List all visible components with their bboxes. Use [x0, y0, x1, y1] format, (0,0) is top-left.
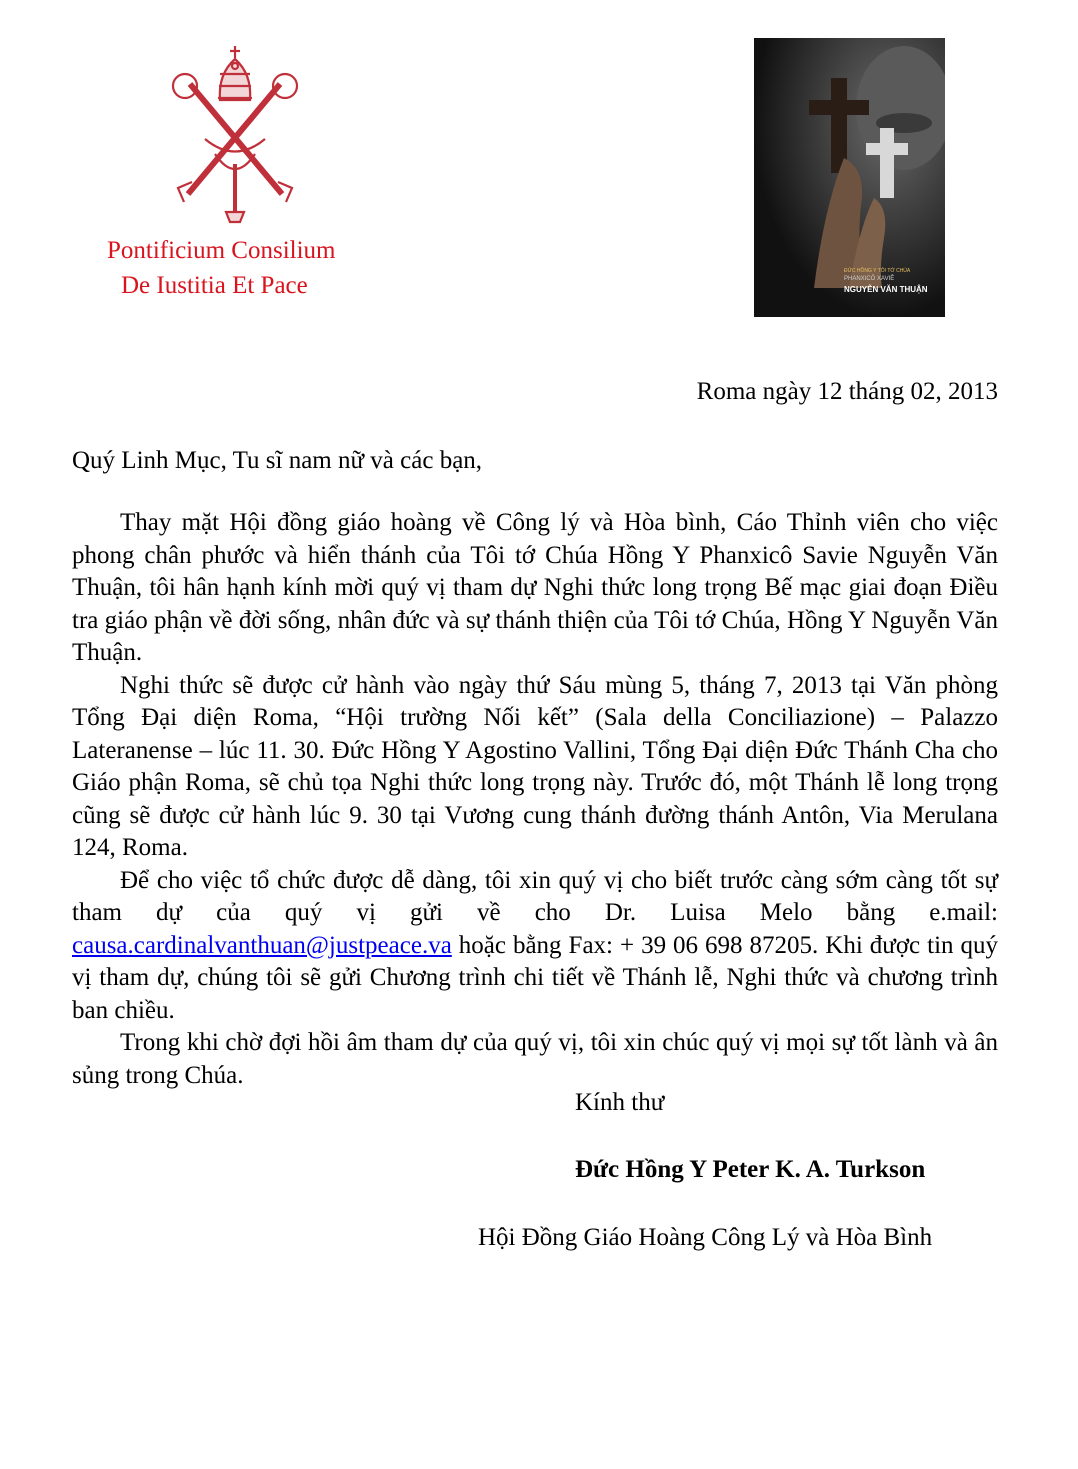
- papal-emblem-icon: [160, 44, 310, 224]
- paragraph-3: [72, 865, 998, 1028]
- letter-closing: Kính thư: [575, 1089, 665, 1116]
- paragraph-2: Nghi thức sẽ được cử hành vào ngày thứ Sáu mùng 5, tháng 7, 2013 tại Văn phòng Tổng Đại diện Roma, “Hội trường Nối kết” (Sala della Conciliazione) – Palazzo Lateranense – lúc 11. 30. Đức Hồng Y Agostino Vallini, Tổng Đại diện Đức Thánh Cha cho Giáo phận Roma, sẽ chủ tọa Nghi thức long trọng này. Trước đó, một Thánh lễ long trọng cũng sẽ được cử hành lúc 9. 30 tại Vương cung thánh đường thánh Antôn, Via Merulana 124, Roma.: [72, 671, 998, 861]
- email-link[interactable]: causa.cardinalvanthuan@justpeace.va: [72, 931, 452, 959]
- cover-title-line3: NGUYỄN VĂN THUẬN: [844, 285, 928, 294]
- letter-salutation: Quý Linh Mục, Tu sĩ nam nữ và các bạn,: [72, 447, 483, 474]
- signer-organization: Hội Đồng Giáo Hoàng Công Lý và Hòa Bình: [478, 1224, 933, 1251]
- letter-body: [72, 507, 998, 1092]
- paragraph-3-text-after: hoặc bằng Fax: + 39 06 698 87205. Khi được tin quý vị tham dự, chúng tôi sẽ gửi Chương trình chi tiết về Thánh lễ, Nghi thức và chương trình ban chiều.: [72, 931, 998, 1024]
- org-name-line2: De Iustitia Et Pace: [121, 272, 308, 299]
- paragraph-3-text-before: Để cho việc tổ chức được dễ dàng, tôi xin quý vị cho biết trước càng sớm càng tốt sự tham dự của quý vị gửi về cho Dr. Luisa Melo bằng e.mail:: [72, 866, 998, 926]
- cover-title-line1: ĐỨC HỒNG Y TÔI TỚ CHÚA: [844, 268, 911, 274]
- signer-name: Đức Hồng Y Peter K. A. Turkson: [575, 1156, 926, 1183]
- letter-date: Roma ngày 12 tháng 02, 2013: [696, 378, 998, 405]
- paragraph-4: Trong khi chờ đợi hồi âm tham dự của quý vị, tôi xin chúc quý vị mọi sự tốt lành và ân sủng trong Chúa.: [72, 1029, 998, 1089]
- paragraph-1: Thay mặt Hội đồng giáo hoàng về Công lý và Hòa bình, Cáo Thỉnh viên cho việc phong chân phước và hiển thánh của Tôi tớ Chúa Hồng Y Phanxicô Savie Nguyễn Văn Thuận, tôi hân hạnh kính mời quý vị tham dự Nghi thức long trọng Bế mạc giai đoạn Điều tra giáo phận về đời sống, nhân đức và sự thánh thiện của Tôi tớ Chúa, Hồng Y Nguyễn Văn Thuận.: [72, 509, 998, 666]
- book-cover-image: [754, 38, 945, 317]
- org-name-line1: Pontificium Consilium: [107, 237, 336, 264]
- cover-title-line2: PHANXICÔ XAVIÊ: [844, 276, 895, 282]
